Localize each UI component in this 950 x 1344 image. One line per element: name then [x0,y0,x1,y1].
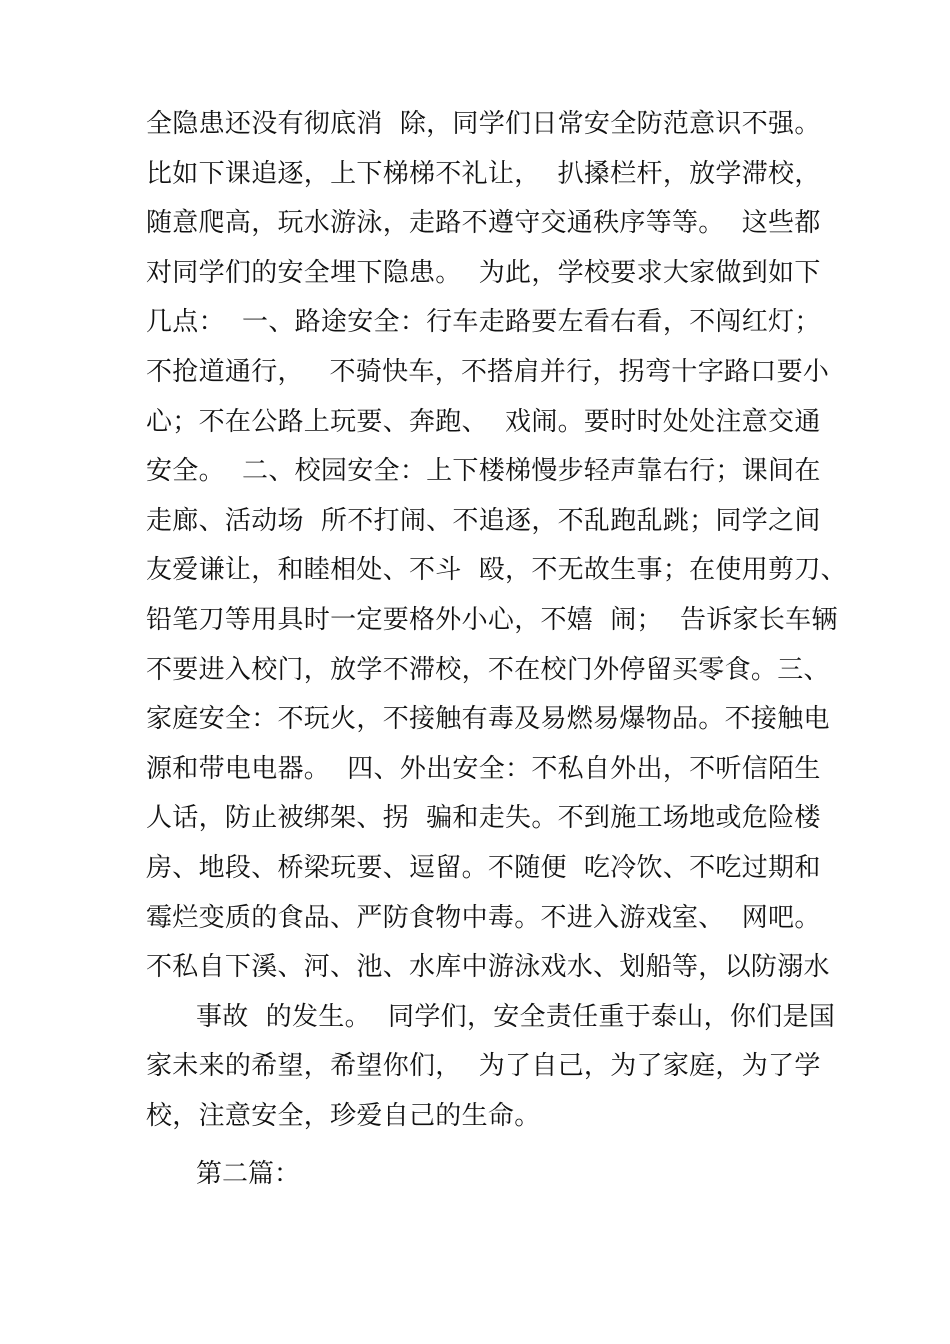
text-line: 心；不在公路上玩要、奔跑、 戏闹。要时时处处注意交通 [146,406,821,437]
text-line: 家庭安全：不玩火，不接触有毒及易燃易爆物品。不接触电 [146,704,830,735]
text-line: 房、地段、桥梁玩要、逗留。不随便 吃冷饮、不吃过期和 [146,852,821,883]
section-heading: 第二篇： [196,1159,301,1189]
text-line: 比如下课追逐，上下梯梯不礼让， 扒搡栏杆，放学滞校， [146,158,821,189]
text-line: 校，注意安全，珍爱自己的生命。 [146,1100,541,1131]
text-line: 随意爬高，玩水游泳，走路不遵守交通秩序等等。 这些都 [146,208,821,239]
text-line: 不要进入校门，放学不滞校，不在校门外停留买零食。三、 [146,654,830,685]
text-line: 铅笔刀等用具时一定要格外小心，不嬉 闹； 告诉家长车辆 [146,604,838,635]
text-line: 全隐患还没有彻底消 除，同学们日常安全防范意识不强。 [146,109,821,139]
body-text [146,100,847,1141]
text-line: 安全。 二、校园安全：上下楼梯慢步轻声靠右行；课间在 [146,456,821,487]
text-line: 事故 的发生。 同学们，安全责任重于泰山，你们是国 [196,1001,836,1032]
text-line: 不私自下溪、河、池、水库中游泳戏水、划船等，以防溺水 [146,952,830,983]
text-line: 走廊、活动场 所不打闹、不追逐，不乱跑乱跳；同学之间 [146,505,821,536]
text-line: 人话，防止被绑架、拐 骗和走失。不到施工场地或危险楼 [146,803,821,834]
text-line: 家未来的希望，希望你们， 为了自己，为了家庭，为了学 [146,1051,821,1082]
text-line: 不抢道通行， 不骑快车，不搭肩并行，拐弯十字路口要小 [146,356,830,387]
text-line: 对同学们的安全埋下隐患。 为此，学校要求大家做到如下 [146,257,821,288]
text-line: 霉烂变质的食品、严防食物中毒。不进入游戏室、 网吧。 [146,902,821,933]
text-line: 友爱谦让，和睦相处、不斗 殴，不无故生事；在使用剪刀、 [146,555,847,586]
text-line: 几点： 一、路途安全：行车走路要左看右看，不闯红灯； [146,307,821,338]
text-line: 源和带电电器。 四、外出安全：不私自外出，不听信陌生 [146,753,821,784]
